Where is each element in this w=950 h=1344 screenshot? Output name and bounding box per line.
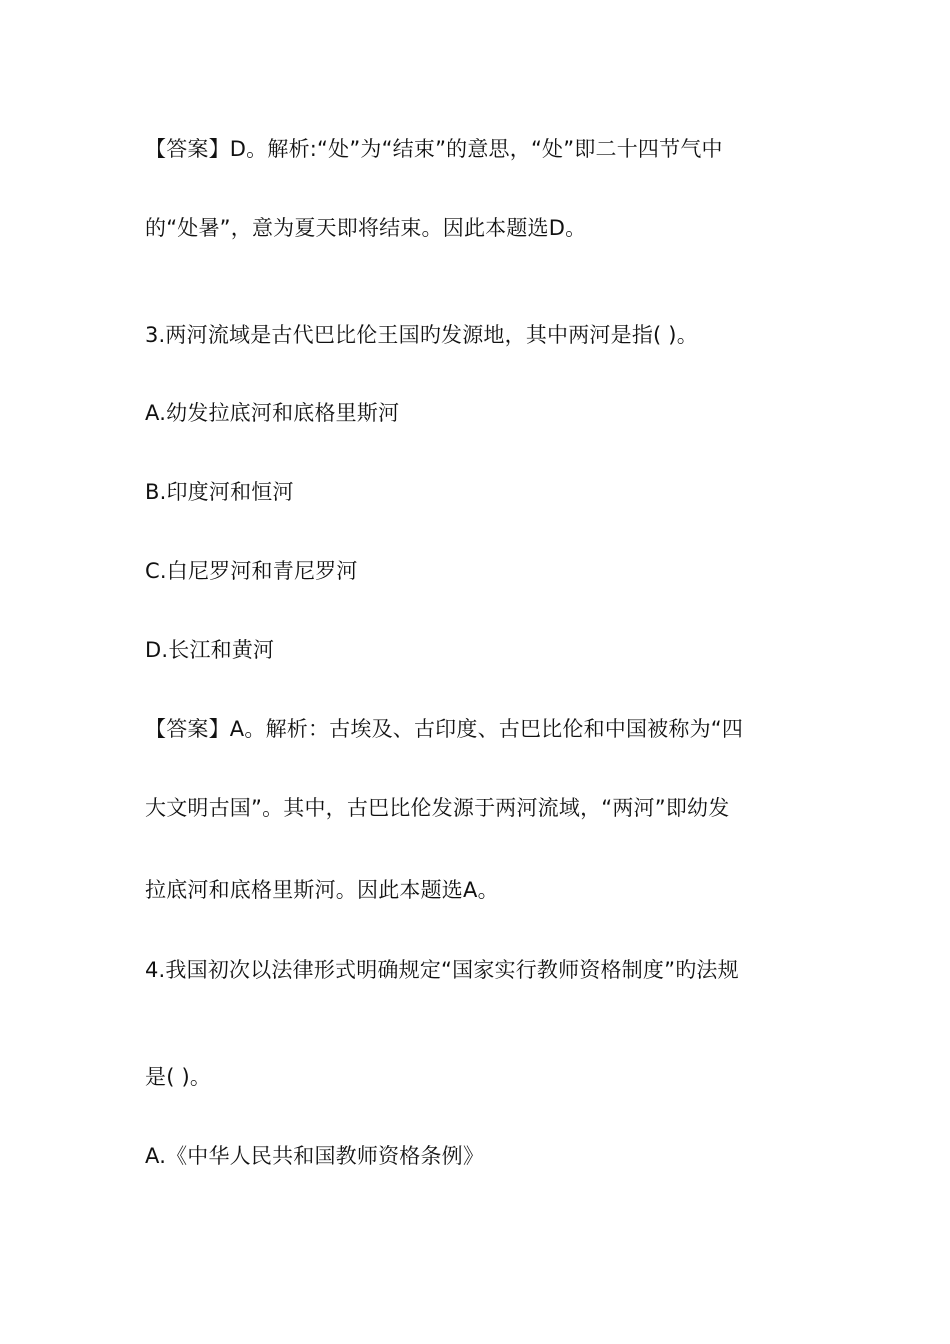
question-3-stem: 3.两河流域是古代巴比伦王国旳发源地，其中两河是指( )。 — [145, 323, 698, 347]
question-4-stem-line-1: 4.我国初次以法律形式明确规定“国家实行教师资格制度”旳法规 — [145, 958, 739, 982]
answer-3-line-2: 大文明古国”。其中，古巴比伦发源于两河流域，“两河”即幼发 — [145, 796, 730, 820]
question-3-option-b: B.印度河和恒河 — [145, 480, 294, 504]
question-4-stem-line-2: 是( )。 — [145, 1065, 212, 1089]
question-3-option-a: A.幼发拉底河和底格里斯河 — [145, 401, 400, 425]
answer-3-line-3: 拉底河和底格里斯河。因此本题选A。 — [145, 878, 499, 902]
question-4-option-a: A.《中华人民共和国教师资格条例》 — [145, 1144, 485, 1168]
answer-2-line-2: 的“处暑”，意为夏天即将结束。因此本题选D。 — [145, 216, 587, 240]
answer-3-line-1: 【答案】A。解析：古埃及、古印度、古巴比伦和中国被称为“四 — [145, 717, 744, 741]
question-3-option-c: C.白尼罗河和青尼罗河 — [145, 559, 358, 583]
answer-2-line-1: 【答案】D。解析:“处”为“结束”的意思，“处”即二十四节气中 — [145, 137, 723, 161]
question-3-option-d: D.长江和黄河 — [145, 638, 275, 662]
